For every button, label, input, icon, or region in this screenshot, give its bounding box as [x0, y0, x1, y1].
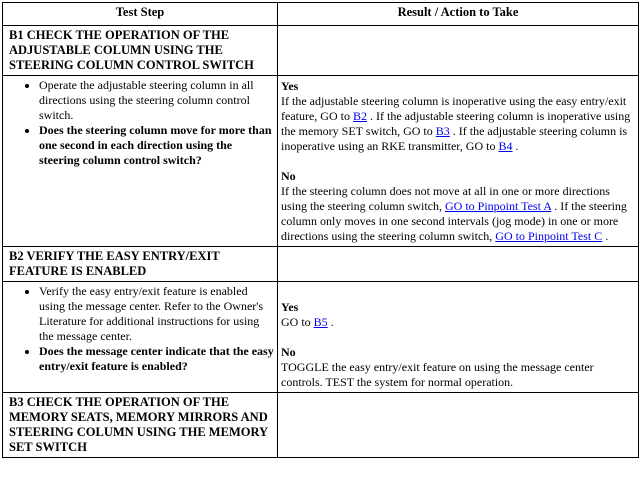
table-row: [3, 26, 639, 76]
step-b1-title: [3, 26, 278, 76]
table-row: [3, 247, 639, 282]
no-label: No: [281, 169, 296, 183]
step-title-line: B1 CHECK THE OPERATION OF THE: [9, 28, 230, 42]
step-b2-result: [278, 282, 639, 393]
no-text-part: If the steering column does not move at all in one or more directions using the steering column switch,: [281, 184, 610, 213]
table-header-row: [3, 3, 639, 26]
step-title-line: B2 VERIFY THE EASY ENTRY/EXIT: [9, 249, 220, 263]
step-b3-title: [3, 393, 278, 458]
yes-text-part: . If the adjustable steering column is inoperative using an RKE transmitter, GO to: [281, 124, 628, 153]
step-b2-title-result-cell: [278, 247, 639, 282]
link-pinpoint-test-a[interactable]: GO to Pinpoint Test A: [444, 199, 552, 213]
yes-text-part: .: [327, 315, 334, 329]
no-text-part: .: [602, 229, 609, 243]
step-title-line: FEATURE IS ENABLED: [9, 264, 147, 278]
yes-label: Yes: [281, 79, 299, 93]
yes-text-part: GO to: [281, 315, 314, 329]
spacer: [281, 330, 635, 345]
table-row: [3, 282, 639, 393]
yes-label: Yes: [281, 300, 299, 314]
link-b3[interactable]: B3: [435, 124, 450, 138]
no-text: [281, 184, 627, 243]
column-header-test-step: Test Step: [3, 3, 278, 26]
yes-text: [281, 94, 630, 153]
instruction-item: • Operate the adjustable steering column in all directions using the steering column control switch.: [39, 78, 274, 123]
no-text-part: . If the steering column only moves in one second intervals (jog mode) in one or more directions using the steering column switch,: [281, 199, 627, 243]
step-b2-title: [3, 247, 278, 282]
link-pinpoint-test-c[interactable]: GO to Pinpoint Test C: [495, 229, 603, 243]
step-title: [6, 28, 274, 73]
table-row: [3, 393, 639, 458]
step-b2-instructions: [3, 282, 278, 393]
step-title-line: ADJUSTABLE COLUMN USING THE: [9, 43, 223, 57]
yes-text-part: . If the adjustable steering column is inoperative using the memory SET switch, GO to: [281, 109, 631, 138]
test-step-table: [2, 2, 639, 458]
question-item: • Does the steering column move for more than one second in each direction using the steering column control switch?: [39, 123, 274, 168]
step-b1-result: [278, 76, 639, 247]
yes-text: [281, 315, 334, 329]
spacer: [281, 154, 635, 169]
step-title-line: B3 CHECK THE OPERATION OF THE: [9, 395, 230, 409]
link-b4[interactable]: B4: [498, 139, 513, 153]
link-b5[interactable]: B5: [313, 315, 328, 329]
no-text: TOGGLE the easy entry/exit feature on using the message center controls. TEST the system for normal operation.: [281, 360, 594, 389]
question-item: • Does the message center indicate that the easy entry/exit feature is enabled?: [39, 344, 274, 374]
column-header-result-action: Result / Action to Take: [278, 3, 639, 26]
yes-text-part: If the adjustable steering column is inoperative using the easy entry/exit feature, GO to: [281, 94, 627, 123]
step-b1-title-result-cell: [278, 26, 639, 76]
table-row: [3, 76, 639, 247]
no-label: No: [281, 345, 296, 359]
step-title-line: SET SWITCH: [9, 440, 87, 454]
yes-text-part: .: [512, 139, 519, 153]
instruction-list: [6, 284, 274, 374]
spacer: [281, 285, 635, 300]
step-title: [6, 249, 274, 279]
instruction-item: • Verify the easy entry/exit feature is enabled using the message center. Refer to the Owner's Literature for additional instructions for using the message center.: [39, 284, 274, 344]
step-title: [6, 395, 274, 455]
step-title-line: STEERING COLUMN USING THE MEMORY: [9, 425, 269, 439]
step-title-line: MEMORY SEATS, MEMORY MIRRORS AND: [9, 410, 268, 424]
instruction-list: [6, 78, 274, 168]
step-title-line: STEERING COLUMN CONTROL SWITCH: [9, 58, 254, 72]
step-b1-instructions: [3, 76, 278, 247]
step-b3-title-result-cell: [278, 393, 639, 458]
link-b2[interactable]: B2: [352, 109, 367, 123]
